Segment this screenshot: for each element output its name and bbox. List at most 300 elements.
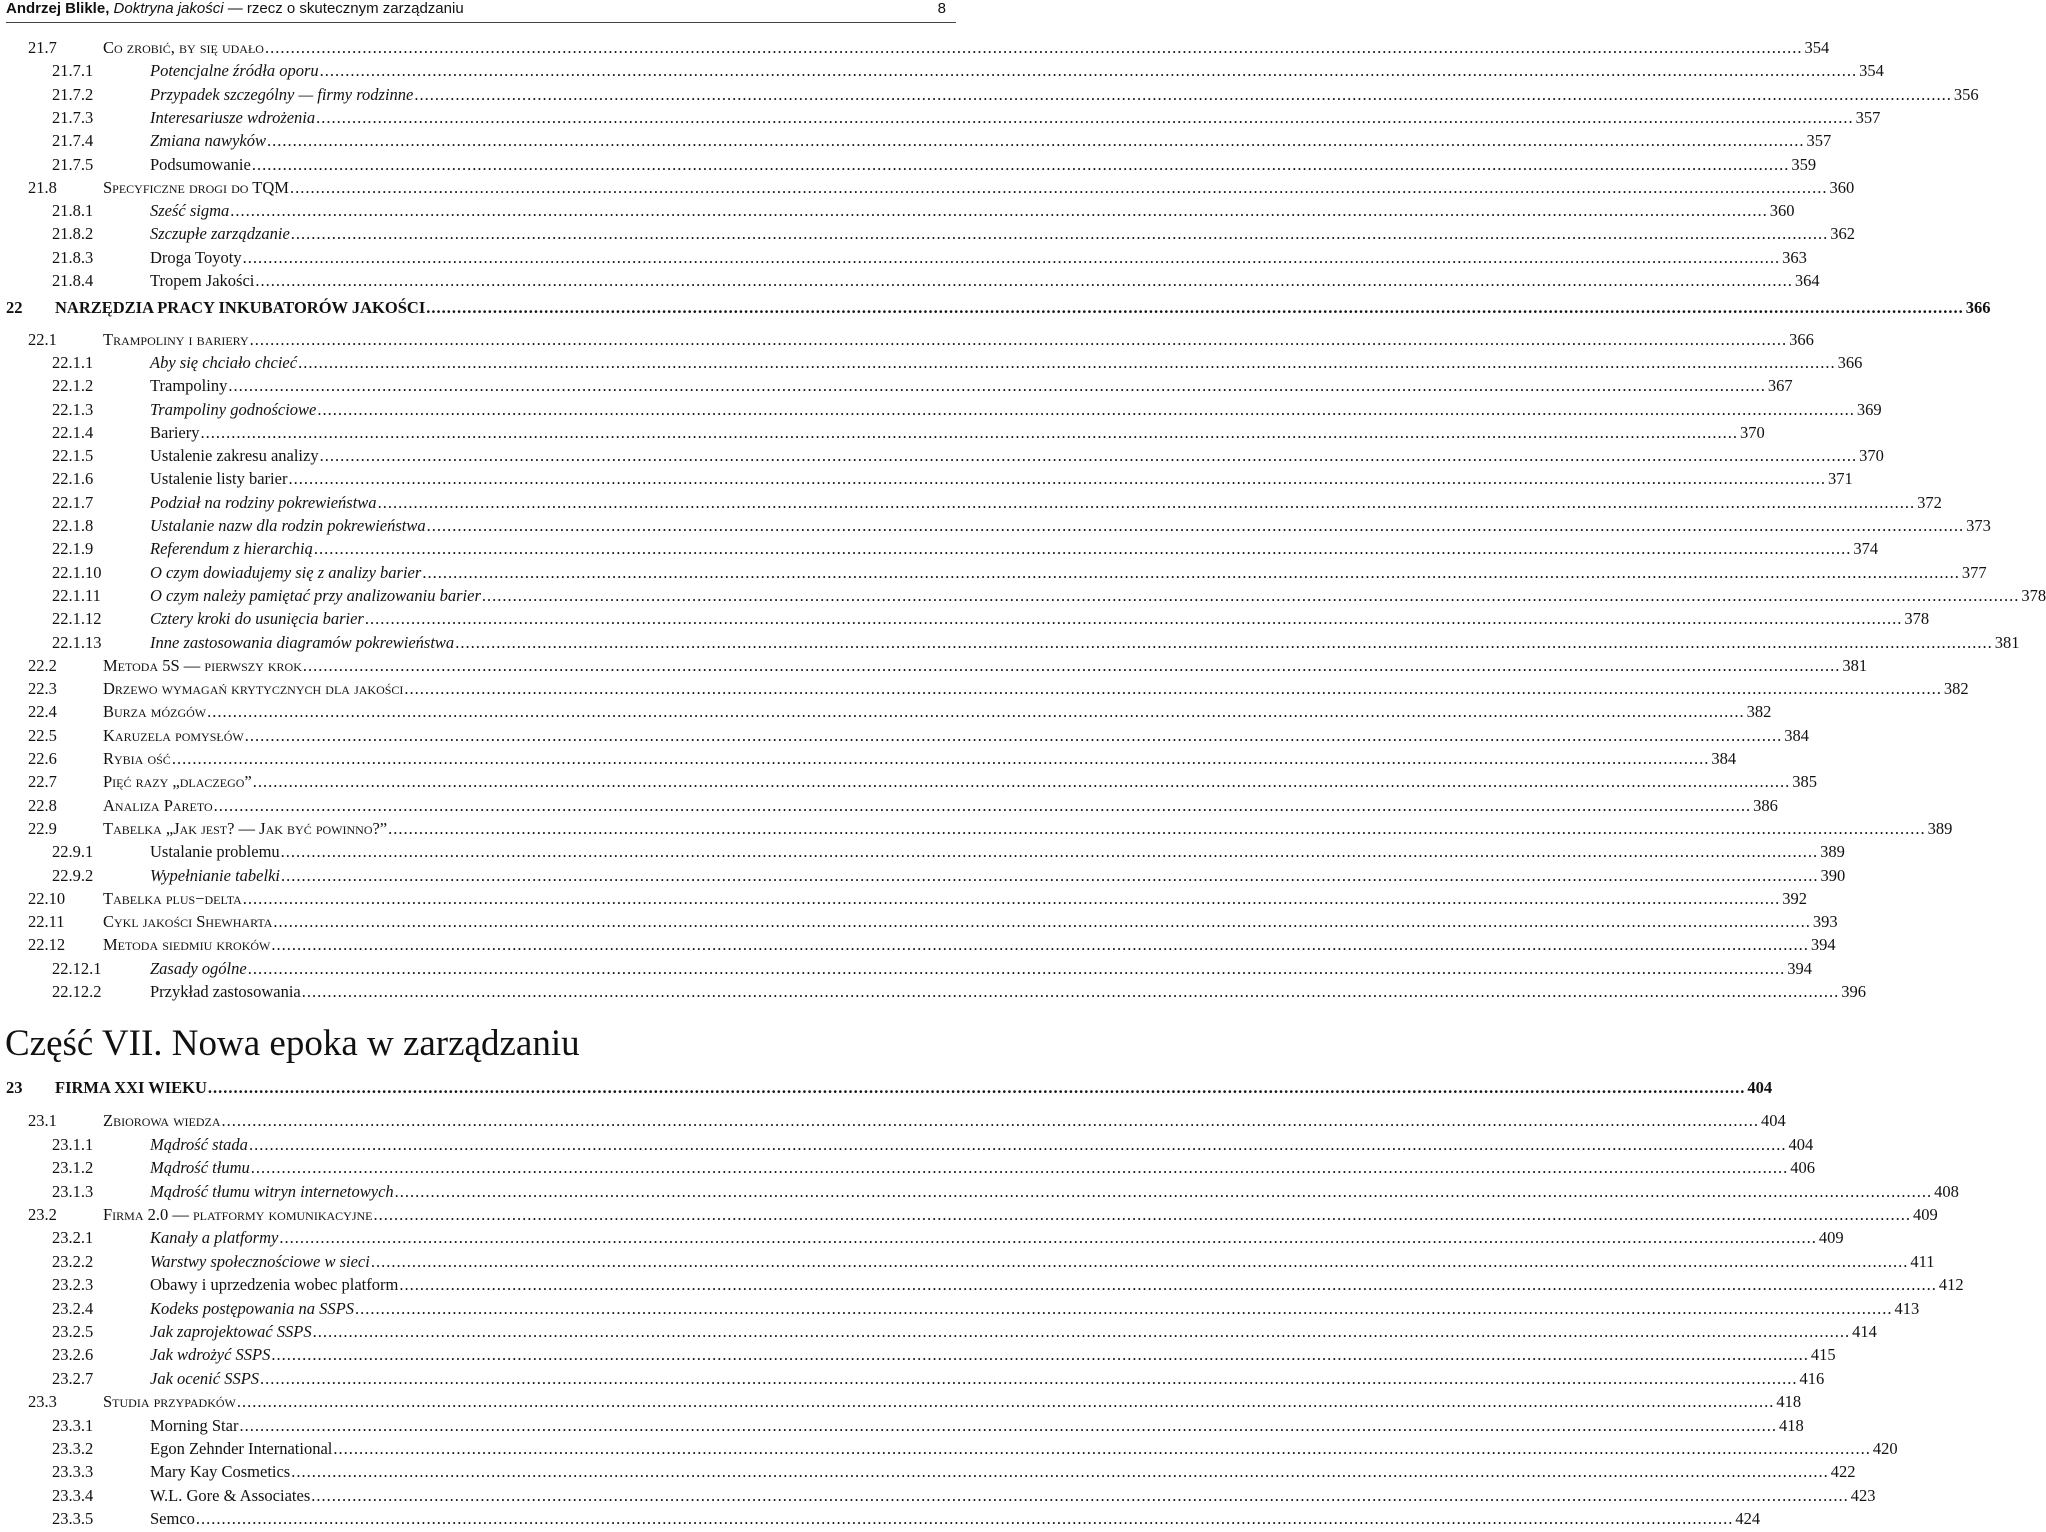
toc-entry[interactable] <box>0 561 1987 584</box>
toc-entry[interactable] <box>0 1076 1773 1099</box>
toc-entry-page: 386 <box>1753 795 1778 815</box>
toc-entry-title: Analiza Pareto <box>103 795 213 815</box>
toc-entry-page: 363 <box>1782 247 1807 267</box>
toc-entry-title: Jak wdrożyć SSPS <box>150 1345 271 1365</box>
toc-entry-page: 366 <box>1789 329 1814 349</box>
toc-entry-page: 385 <box>1792 772 1817 792</box>
toc-entry[interactable] <box>0 631 2020 654</box>
toc-dot-leader: ............................................................................................................................................................................................................................................................................................................ <box>302 655 1841 675</box>
toc-entry-number: 21.8.2 <box>52 224 94 244</box>
toc-entry-page: 357 <box>1806 131 1832 151</box>
toc-entry-title: Trampoliny i bariery <box>103 329 249 349</box>
toc-entry-title: Trampoliny <box>150 376 228 396</box>
toc-entry-title: Przykład zastosowania <box>150 982 301 1001</box>
toc-entry-title: Warstwy społecznościowe w sieci <box>150 1251 370 1271</box>
toc-dot-leader: ............................................................................................................................................................................................................................................................................................................ <box>236 1392 1775 1412</box>
toc-entry[interactable] <box>0 106 1881 129</box>
toc-entry-page: 382 <box>1943 679 1969 699</box>
toc-entry-number: 22.12.2 <box>52 982 102 1001</box>
toc-entry[interactable] <box>0 677 1969 700</box>
toc-entry[interactable] <box>0 83 1979 106</box>
toc-entry-number: 23.2.5 <box>52 1322 94 1341</box>
toc-entry[interactable] <box>0 817 1953 840</box>
toc-entry-number: 22.12.1 <box>52 958 102 978</box>
toc-entry-page: 394 <box>1787 958 1812 978</box>
toc-dot-leader: ............................................................................................................................................................................................................................................................................................................ <box>266 131 1805 151</box>
toc-entry-number: 23.1.2 <box>52 1158 94 1178</box>
toc-entry[interactable] <box>0 864 1846 887</box>
toc-entry-page: 396 <box>1841 982 1866 1001</box>
toc-entry-title: Zbiorowa wiedza <box>103 1111 221 1131</box>
toc-entry-number: 22.1.11 <box>52 585 101 605</box>
toc-dot-leader: ............................................................................................................................................................................................................................................................................................................ <box>414 84 1952 104</box>
toc-dot-leader: ............................................................................................................................................................................................................................................................................................................ <box>195 1509 1734 1529</box>
toc-entry-page: 408 <box>1934 1181 1959 1201</box>
toc-entry-title: Jak ocenić SSPS <box>150 1368 260 1388</box>
toc-entry-page: 424 <box>1735 1509 1761 1529</box>
toc-entry-title: Interesariusze wdrożenia <box>150 107 316 127</box>
toc-entry-number: 22.11 <box>28 912 65 932</box>
toc-dot-leader: ............................................................................................................................................................................................................................................................................................................ <box>273 912 1811 932</box>
toc-entry-title: Pięć razy „dlaczego” <box>103 772 252 792</box>
toc-entry-number: 23 <box>6 1078 23 1097</box>
header-book: Doktryna jakości <box>113 0 224 17</box>
toc-dot-leader: ............................................................................................................................................................................................................................................................................................................ <box>364 609 1903 629</box>
toc-entry-title: Mądrość tłumu <box>150 1158 250 1178</box>
toc-entry[interactable] <box>0 700 1772 723</box>
toc-entry[interactable] <box>0 1273 1964 1296</box>
toc-entry[interactable] <box>0 176 1855 199</box>
toc-entry[interactable] <box>0 59 1884 82</box>
toc-entry[interactable] <box>0 1133 1814 1156</box>
toc-entry-title: Droga Toyoty <box>150 247 242 267</box>
header-page-number: 8 <box>937 0 946 17</box>
toc-dot-leader: ............................................................................................................................................................................................................................................................................................................ <box>250 1158 1789 1178</box>
toc-entry[interactable] <box>0 1203 1938 1226</box>
toc-entry-page: 409 <box>1818 1228 1844 1248</box>
toc-entry-page: 366 <box>1965 298 1991 318</box>
toc-entry-page: 404 <box>1747 1078 1773 1097</box>
toc-entry-page: 374 <box>1853 539 1879 559</box>
toc-dot-leader: ............................................................................................................................................................................................................................................................................................................ <box>255 271 1793 290</box>
toc-dot-leader: ............................................................................................................................................................................................................................................................................................................ <box>239 1415 1777 1435</box>
toc-entry-page: 378 <box>2021 585 2046 605</box>
toc-dot-leader: ............................................................................................................................................................................................................................................................................................................ <box>316 107 1854 127</box>
toc-entry-number: 22.1.3 <box>52 399 94 419</box>
toc-entry-number: 22.6 <box>28 749 57 768</box>
toc-entry[interactable] <box>0 980 1866 1003</box>
toc-entry[interactable] <box>0 1343 1836 1366</box>
toc-entry-title: Aby się chciało chcieć <box>150 352 298 372</box>
toc-entry-title: Semco <box>150 1509 195 1529</box>
toc-entry[interactable] <box>0 374 1793 397</box>
toc-entry-number: 21.7.2 <box>52 84 94 104</box>
toc-dot-leader: ............................................................................................................................................................................................................................................................................................................ <box>288 469 1826 489</box>
toc-entry[interactable] <box>0 398 1882 421</box>
toc-entry[interactable] <box>0 584 2046 607</box>
toc-entry-page: 404 <box>1788 1134 1814 1154</box>
toc-entry[interactable] <box>0 153 1817 176</box>
toc-entry-number: 22.1.7 <box>52 492 94 512</box>
toc-entry[interactable] <box>0 491 1942 514</box>
toc-entry-number: 22.1.6 <box>52 469 94 489</box>
toc-dot-leader: ............................................................................................................................................................................................................................................................................................................ <box>207 702 1745 722</box>
toc-entry-page: 406 <box>1790 1158 1816 1178</box>
toc-dot-leader: ............................................................................................................................................................................................................................................................................................................ <box>481 585 2020 605</box>
toc-entry-title: O czym należy pamiętać przy analizowaniu barier <box>150 585 481 605</box>
toc-dot-leader: ............................................................................................................................................................................................................................................................................................................ <box>298 352 1836 372</box>
toc-entry-number: 21.7.1 <box>52 61 94 81</box>
toc-entry-page: 381 <box>1842 655 1868 675</box>
toc-entry-number: 22.1.13 <box>52 632 102 652</box>
toc-dot-leader: ............................................................................................................................................................................................................................................................................................................ <box>455 632 1993 652</box>
toc-entry-page: 414 <box>1852 1322 1877 1341</box>
toc-dot-leader: ............................................................................................................................................................................................................................................................................................................ <box>280 842 1819 862</box>
toc-dot-leader: ............................................................................................................................................................................................................................................................................................................ <box>230 201 1768 221</box>
toc-dot-leader: ............................................................................................................................................................................................................................................................................................................ <box>319 61 1858 81</box>
toc-dot-leader: ............................................................................................................................................................................................................................................................................................................ <box>301 982 1840 1001</box>
toc-entry-number: 22.9.1 <box>52 842 94 862</box>
toc-entry-title: Metoda 5S — pierwszy krok <box>103 655 302 675</box>
toc-entry-page: 409 <box>1913 1205 1938 1224</box>
toc-entry[interactable] <box>0 1414 1804 1437</box>
toc-entry-title: Przypadek szczególny — firmy rodzinne <box>150 84 414 104</box>
toc-entry[interactable] <box>0 1250 1935 1273</box>
toc-dot-leader: ............................................................................................................................................................................................................................................................................................................ <box>404 679 1942 699</box>
toc-entry[interactable] <box>0 1109 1786 1132</box>
toc-entry-page: 357 <box>1855 107 1881 127</box>
toc-entry-number: 22.1.1 <box>52 352 94 372</box>
toc-entry-number: 22.5 <box>28 725 57 745</box>
part-heading: Część VII. Nowa epoka w zarządzaniu <box>5 1023 580 1064</box>
toc-dot-leader: ............................................................................................................................................................................................................................................................................................................ <box>271 935 1809 955</box>
toc-entry-title: Ustalenie zakresu analizy <box>150 446 319 466</box>
toc-entry-title: Referendum z hierarchią <box>150 539 313 559</box>
toc-entry-page: 360 <box>1829 177 1855 197</box>
toc-dot-leader: ............................................................................................................................................................................................................................................................................................................ <box>200 422 1738 442</box>
toc-entry-page: 418 <box>1778 1415 1804 1435</box>
toc-entry-page: 418 <box>1776 1392 1802 1412</box>
toc-entry-title: Cykl jakości Shewharta <box>103 912 273 932</box>
toc-entry-title: Studia przypadków <box>103 1392 236 1412</box>
toc-entry[interactable] <box>0 1460 1856 1483</box>
toc-entry-page: 354 <box>1859 61 1884 81</box>
toc-entry[interactable] <box>0 607 1930 630</box>
toc-entry[interactable] <box>0 1226 1844 1249</box>
toc-entry-title: Co zrobić, by się udało <box>103 38 264 57</box>
toc-entry-page: 372 <box>1917 492 1942 512</box>
toc-entry-page: 364 <box>1794 271 1820 290</box>
toc-entry-title: Kanały a platformy <box>150 1228 279 1248</box>
toc-dot-leader: ............................................................................................................................................................................................................................................................................................................ <box>244 725 1783 745</box>
toc-dot-leader: ............................................................................................................................................................................................................................................................................................................ <box>319 446 1858 466</box>
toc-entry-page: 356 <box>1953 84 1979 104</box>
toc-entry-number: 22.1.9 <box>52 539 94 559</box>
toc-entry-number: 21.8.1 <box>52 201 94 221</box>
toc-dot-leader: ............................................................................................................................................................................................................................................................................................................ <box>264 38 1803 57</box>
toc-entry-page: 359 <box>1791 154 1817 174</box>
toc-dot-leader: ............................................................................................................................................................................................................................................................................................................ <box>242 247 1781 267</box>
toc-dot-leader: ............................................................................................................................................................................................................................................................................................................ <box>333 1439 1871 1458</box>
toc-entry-number: 21.7.5 <box>52 154 94 174</box>
toc-entry-number: 23.3.4 <box>52 1485 94 1505</box>
toc-entry-title: Zasady ogólne <box>150 958 247 978</box>
toc-entry-number: 21.7.4 <box>52 131 94 151</box>
toc-dot-leader: ............................................................................................................................................................................................................................................................................................................ <box>422 562 1960 582</box>
toc-entry-number: 22.8 <box>28 795 57 815</box>
header-title <box>6 0 464 17</box>
toc-entry-number: 23.3.3 <box>52 1462 94 1482</box>
toc-entry-page: 390 <box>1820 865 1846 885</box>
toc-entry-page: 373 <box>1966 516 1991 535</box>
toc-dot-leader: ............................................................................................................................................................................................................................................................................................................ <box>249 329 1788 349</box>
toc-entry-number: 21.7 <box>28 38 57 57</box>
toc-entry[interactable] <box>0 840 1845 863</box>
toc-entry-number: 22.1 <box>28 329 57 349</box>
toc-entry-page: 354 <box>1804 38 1830 57</box>
toc-entry-number: 22.10 <box>28 888 66 908</box>
toc-entry[interactable] <box>0 910 1838 933</box>
toc-entry-title: Egon Zehnder International <box>150 1439 333 1458</box>
toc-dot-leader: ............................................................................................................................................................................................................................................................................................................ <box>242 888 1781 908</box>
toc-entry-number: 22.1.4 <box>52 422 94 442</box>
toc-entry-title: Burza mózgów <box>103 702 207 722</box>
toc-entry-number: 23.2.3 <box>52 1275 94 1295</box>
toc-dot-leader: ............................................................................................................................................................................................................................................................................................................ <box>426 516 1965 535</box>
toc-entry-title: Ustalenie listy barier <box>150 469 288 489</box>
toc-entry[interactable] <box>0 654 1868 677</box>
toc-entry-page: 423 <box>1850 1485 1876 1505</box>
toc-entry-title: Kodeks postępowania na SSPS <box>150 1298 354 1318</box>
toc-entry-number: 23.3.2 <box>52 1439 94 1458</box>
toc-entry-page: 420 <box>1872 1439 1898 1458</box>
toc-entry-number: 22.1.2 <box>52 376 94 396</box>
toc-entry[interactable] <box>0 1180 1959 1203</box>
toc-entry-number: 22.3 <box>28 679 57 699</box>
toc-entry-title: Mary Kay Cosmetics <box>150 1462 291 1482</box>
toc-entry-page: 415 <box>1810 1345 1836 1365</box>
toc-entry-number: 23.1.3 <box>52 1181 94 1201</box>
toc-entry-number: 23.1 <box>28 1111 57 1131</box>
toc-entry[interactable] <box>0 887 1808 910</box>
toc-entry-title: Specyficzne drogi do TQM <box>103 177 289 197</box>
toc-dot-leader: ............................................................................................................................................................................................................................................................................................................ <box>213 795 1752 815</box>
toc-entry-page: 366 <box>1837 352 1863 372</box>
toc-entry-title: Podział na rodziny pokrewieństwa <box>150 492 377 512</box>
toc-entry-number: 22 <box>6 298 23 318</box>
toc-entry[interactable] <box>0 36 1830 59</box>
toc-entry-page: 394 <box>1810 935 1836 955</box>
toc-entry-number: 23.2.7 <box>52 1368 94 1388</box>
toc-entry[interactable] <box>0 199 1795 222</box>
toc-entry-title: Metoda siedmiu kroków <box>103 935 271 955</box>
toc-entry-title: W.L. Gore & Associates <box>150 1485 311 1505</box>
toc-entry-number: 21.7.3 <box>52 107 94 127</box>
toc-entry-number: 21.8.3 <box>52 247 94 267</box>
toc-entry-number: 22.7 <box>28 772 57 792</box>
toc-entry-page: 411 <box>1910 1251 1935 1271</box>
toc-entry[interactable] <box>0 747 1737 770</box>
toc-dot-leader: ............................................................................................................................................................................................................................................................................................................ <box>221 1111 1760 1131</box>
toc-dot-leader: ............................................................................................................................................................................................................................................................................................................ <box>248 1134 1787 1154</box>
toc-entry[interactable] <box>0 246 1807 269</box>
toc-dot-leader: ............................................................................................................................................................................................................................................................................................................ <box>354 1298 1893 1318</box>
toc-entry-title: Jak zaprojektować SSPS <box>150 1322 312 1341</box>
toc-entry-page: 370 <box>1739 422 1765 442</box>
toc-entry-number: 23.3.5 <box>52 1509 94 1529</box>
toc-entry[interactable] <box>0 129 1832 152</box>
toc-entry-title: Tabelka plus−delta <box>103 888 242 908</box>
toc-entry-page: 371 <box>1827 469 1853 489</box>
toc-entry[interactable] <box>0 351 1863 374</box>
toc-entry[interactable] <box>0 1507 1761 1530</box>
toc-dot-leader: ............................................................................................................................................................................................................................................................................................................ <box>312 1322 1851 1341</box>
toc-entry-page: 360 <box>1769 201 1795 221</box>
toc-dot-leader: ............................................................................................................................................................................................................................................................................................................ <box>252 772 1791 792</box>
toc-dot-leader: ............................................................................................................................................................................................................................................................................................................ <box>280 865 1819 885</box>
toc-entry-title: Mądrość stada <box>150 1134 248 1154</box>
toc-entry[interactable] <box>0 1156 1816 1179</box>
toc-entry[interactable] <box>0 421 1765 444</box>
toc-entry[interactable] <box>0 957 1812 980</box>
toc-entry-page: 416 <box>1799 1368 1825 1388</box>
toc-dot-leader: ............................................................................................................................................................................................................................................................................................................ <box>279 1228 1817 1248</box>
toc-entry-number: 23.1.1 <box>52 1134 94 1154</box>
toc-entry-title: Ustalanie problemu <box>150 842 280 862</box>
toc-entry[interactable] <box>0 269 1820 292</box>
toc-entry-title: Cztery kroki do usunięcia barier <box>150 609 364 629</box>
toc-entry-number: 22.12 <box>28 935 66 955</box>
toc-entry-title: Tabelka „Jak jest? — Jak być powinno?” <box>103 818 388 838</box>
toc-entry[interactable] <box>0 1367 1825 1390</box>
toc-entry-title: Bariery <box>150 422 200 442</box>
toc-entry-title: Obawy i uprzedzenia wobec platform <box>150 1275 399 1295</box>
toc-dot-leader: ............................................................................................................................................................................................................................................................................................................ <box>289 177 1828 197</box>
toc-entry-title: Karuzela pomysłów <box>103 725 244 745</box>
toc-dot-leader: ............................................................................................................................................................................................................................................................................................................ <box>311 1485 1849 1505</box>
toc-entry-title: Zmiana nawyków <box>150 131 266 151</box>
toc-entry-title: Morning Star <box>150 1415 239 1435</box>
toc-entry[interactable] <box>0 1297 1920 1320</box>
toc-entry-number: 23.2.1 <box>52 1228 94 1248</box>
toc-entry-page: 381 <box>1994 632 2020 652</box>
toc-entry[interactable] <box>0 467 1853 490</box>
toc-entry-number: 22.1.5 <box>52 446 94 466</box>
toc-entry-page: 404 <box>1761 1111 1786 1131</box>
toc-entry[interactable] <box>0 1437 1898 1460</box>
toc-entry-title: FIRMA XXI WIEKU <box>55 1078 207 1097</box>
running-header <box>6 0 956 23</box>
toc-entry[interactable] <box>0 770 1817 793</box>
toc-entry-page: 389 <box>1820 842 1845 862</box>
toc-dot-leader: ............................................................................................................................................................................................................................................................................................................ <box>251 154 1790 174</box>
toc-entry-page: 367 <box>1767 376 1793 396</box>
toc-entry-title: Trampoliny godnościowe <box>150 399 317 419</box>
toc-dot-leader: ............................................................................................................................................................................................................................................................................................................ <box>377 492 1916 512</box>
toc-entry-page: 389 <box>1927 818 1953 838</box>
toc-entry-number: 21.8.4 <box>52 271 94 290</box>
toc-entry[interactable] <box>0 296 1991 319</box>
toc-dot-leader: ............................................................................................................................................................................................................................................................................................................ <box>317 399 1855 419</box>
toc-entry-number: 22.1.8 <box>52 516 94 535</box>
toc-entry-title: Firma 2.0 — platformy komunikacyjne <box>103 1205 373 1224</box>
toc-entry[interactable] <box>0 1320 1877 1343</box>
toc-entry[interactable] <box>0 1484 1876 1507</box>
toc-entry-page: 370 <box>1859 446 1884 466</box>
toc-entry-title: Szczupłe zarządzanie <box>150 224 290 244</box>
toc-entry[interactable] <box>0 794 1778 817</box>
toc-entry-number: 22.2 <box>28 655 57 675</box>
toc-entry-number: 22.9.2 <box>52 865 94 885</box>
toc-entry-title: Ustalanie nazw dla rodzin pokrewieństwa <box>150 516 426 535</box>
toc-entry-page: 384 <box>1784 725 1809 745</box>
toc-entry[interactable] <box>0 724 1809 747</box>
toc-entry-title: NARZĘDZIA PRACY INKUBATORÓW JAKOŚCI <box>55 298 426 318</box>
toc-entry-page: 362 <box>1830 224 1856 244</box>
toc-entry-number: 22.1.10 <box>52 562 102 582</box>
toc-entry-number: 22.4 <box>28 702 57 722</box>
toc-entry-page: 384 <box>1711 749 1737 768</box>
toc-entry-number: 22.1.12 <box>52 609 102 629</box>
toc-entry-page: 422 <box>1830 1462 1856 1482</box>
toc-dot-leader: ............................................................................................................................................................................................................................................................................................................ <box>370 1251 1909 1271</box>
toc-entry-page: 377 <box>1961 562 1987 582</box>
toc-entry-number: 23.3 <box>28 1392 57 1412</box>
toc-entry[interactable] <box>0 514 1991 537</box>
toc-entry-number: 21.8 <box>28 177 57 197</box>
toc-entry[interactable] <box>0 222 1856 245</box>
toc-entry-number: 23.2.6 <box>52 1345 94 1365</box>
toc-dot-leader: ............................................................................................................................................................................................................................................................................................................ <box>247 958 1786 978</box>
header-subtitle: — rzecz o skutecznym zarządzaniu <box>223 0 464 17</box>
toc-entry-title: Mądrość tłumu witryn internetowych <box>150 1181 394 1201</box>
toc-entry-number: 23.2.2 <box>52 1251 94 1271</box>
toc-entry-title: Podsumowanie <box>150 154 251 174</box>
toc-dot-leader: ............................................................................................................................................................................................................................................................................................................ <box>290 224 1829 244</box>
toc-entry[interactable] <box>0 328 1814 351</box>
toc-entry[interactable] <box>0 1390 1802 1413</box>
toc-entry[interactable] <box>0 537 1879 560</box>
toc-entry-page: 392 <box>1782 888 1808 908</box>
toc-entry-page: 413 <box>1894 1298 1920 1318</box>
toc-entry-page: 382 <box>1746 702 1772 722</box>
toc-dot-leader: ............................................................................................................................................................................................................................................................................................................ <box>171 749 1710 768</box>
toc-entry-number: 22.9 <box>28 818 57 838</box>
toc-dot-leader: ............................................................................................................................................................................................................................................................................................................ <box>260 1368 1798 1388</box>
toc-entry-title: O czym dowiadujemy się z analizy barier <box>150 562 422 582</box>
toc-entry-page: 369 <box>1856 399 1882 419</box>
toc-dot-leader: ............................................................................................................................................................................................................................................................................................................ <box>313 539 1852 559</box>
toc-entry-page: 393 <box>1812 912 1838 932</box>
toc-dot-leader: ............................................................................................................................................................................................................................................................................................................ <box>207 1078 1746 1097</box>
toc-entry-title: Inne zastosowania diagramów pokrewieństwa <box>150 632 455 652</box>
toc-dot-leader: ............................................................................................................................................................................................................................................................................................................ <box>426 298 1964 318</box>
toc-entry-number: 23.2.4 <box>52 1298 94 1318</box>
header-author: Andrzej Blikle, <box>6 0 110 17</box>
toc-dot-leader: ............................................................................................................................................................................................................................................................................................................ <box>373 1205 1911 1224</box>
toc-entry-title: Potencjalne źródła oporu <box>150 61 319 81</box>
toc-entry[interactable] <box>0 444 1884 467</box>
toc-entry-number: 23.3.1 <box>52 1415 94 1435</box>
toc-entry-title: Drzewo wymagań krytycznych dla jakości <box>103 679 404 699</box>
toc-entry-title: Sześć sigma <box>150 201 230 221</box>
toc-entry-page: 412 <box>1938 1275 1964 1295</box>
toc-entry-title: Wypełnianie tabelki <box>150 865 280 885</box>
toc-dot-leader: ............................................................................................................................................................................................................................................................................................................ <box>228 376 1766 396</box>
toc-dot-leader: ............................................................................................................................................................................................................................................................................................................ <box>394 1181 1933 1201</box>
toc-entry-title: Tropem Jakości <box>150 271 255 290</box>
toc-entry[interactable] <box>0 933 1836 956</box>
